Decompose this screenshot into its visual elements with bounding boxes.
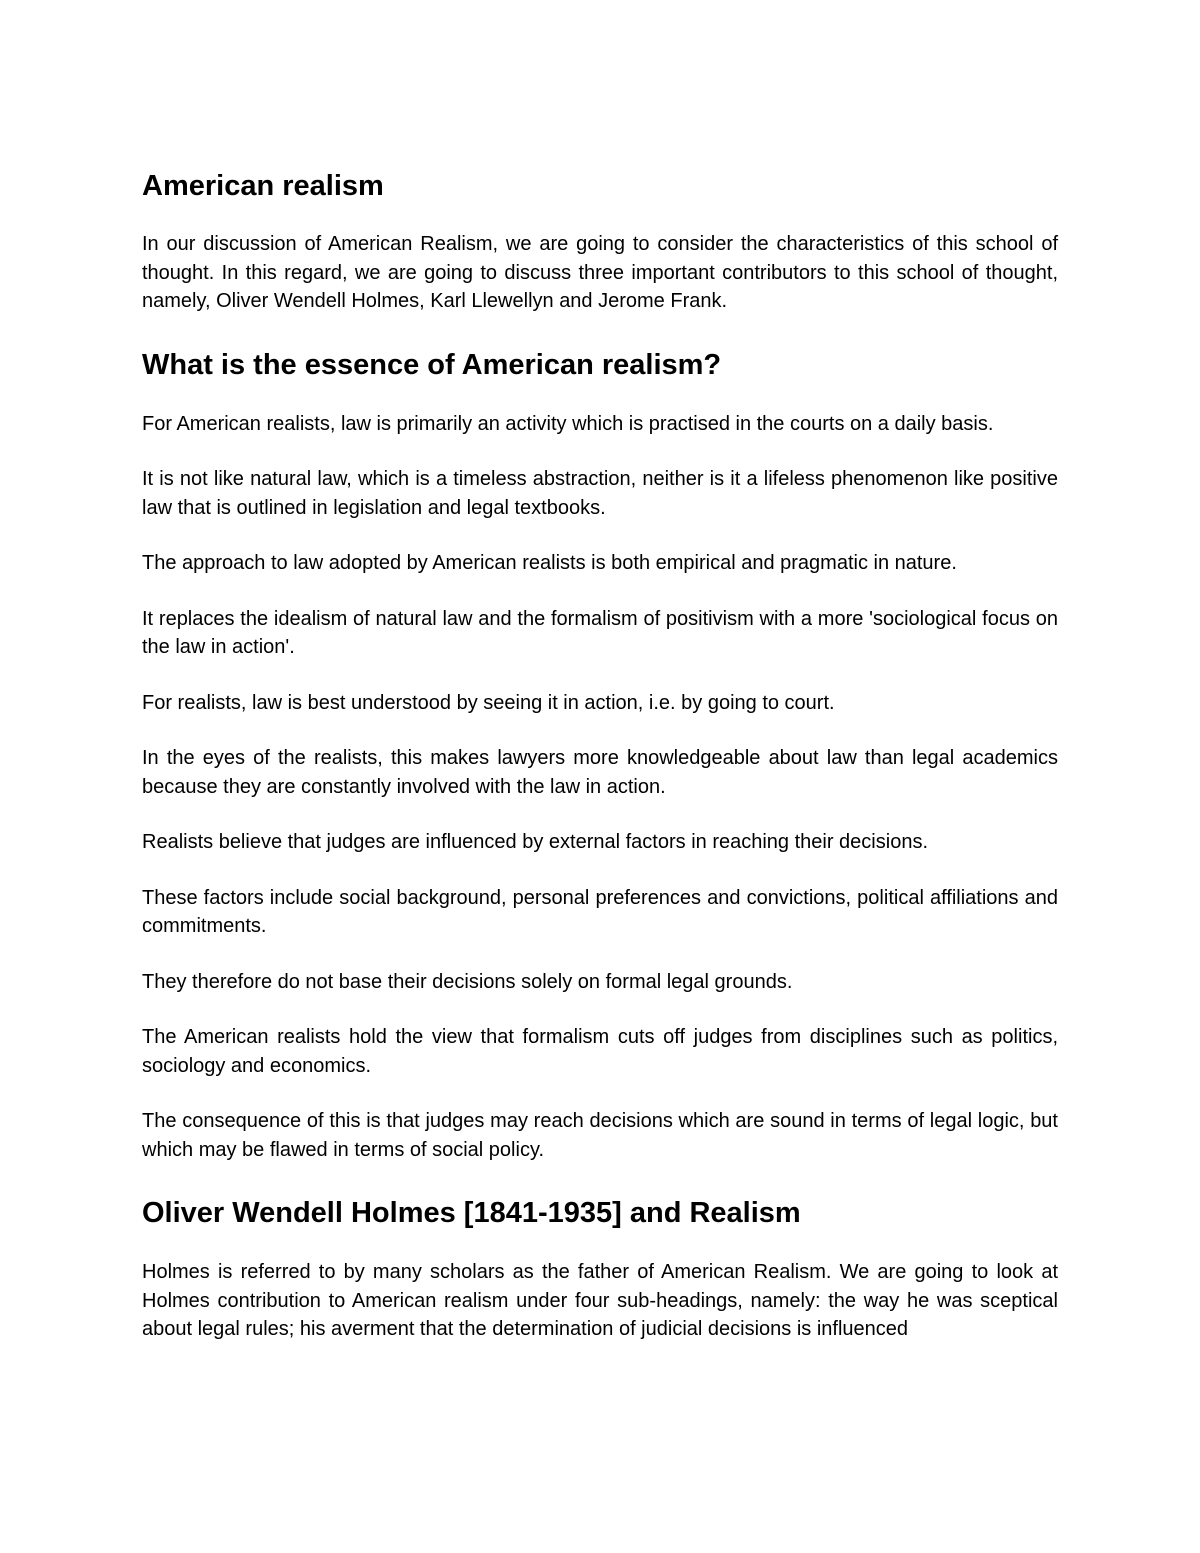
paragraph: It is not like natural law, which is a timeless abstraction, neither is it a lifeless phenomenon like positive law that is outlined in legislation and legal textbooks.	[142, 468, 1058, 519]
paragraph: It replaces the idealism of natural law and the formalism of positivism with a more 'sociological focus on the law in action'.	[142, 607, 1058, 658]
document-body	[142, 166, 1058, 1344]
intro-paragraph: In our discussion of American Realism, we are going to consider the characteristics of this school of thought. In this regard, we are going to discuss three important contributors to this school of thought, namely, Oliver Wendell Holmes, Karl Llewellyn and Jerome Frank.	[142, 233, 1058, 312]
paragraph: Holmes is referred to by many scholars as the father of American Realism. We are going to look at Holmes contribution to American realism under four sub-headings, namely: the way he was sceptical about legal rules; his averment that the determination of judicial decisions is influenced	[142, 1261, 1058, 1340]
paragraph: For American realists, law is primarily an activity which is practised in the courts on a daily basis.	[142, 412, 994, 435]
paragraph: The approach to law adopted by American realists is both empirical and pragmatic in nature.	[142, 552, 957, 574]
document-title: American realism	[142, 170, 384, 202]
paragraph: They therefore do not base their decisions solely on formal legal grounds.	[142, 970, 793, 993]
paragraph: In the eyes of the realists, this makes lawyers more knowledgeable about law than legal academics because they are constantly involved with the law in action.	[142, 747, 1058, 798]
section-heading-essence: What is the essence of American realism?	[142, 348, 722, 381]
paragraph: For realists, law is best understood by seeing it in action, i.e. by going to court.	[142, 691, 835, 714]
section-heading-holmes: Oliver Wendell Holmes [1841-1935] and Realism	[142, 1197, 801, 1229]
paragraph: The consequence of this is that judges may reach decisions which are sound in terms of legal logic, but which may be flawed in terms of social policy.	[142, 1110, 1058, 1161]
paragraph: Realists believe that judges are influenced by external factors in reaching their decisions.	[142, 831, 928, 853]
paragraph: These factors include social background, personal preferences and convictions, political affiliations and commitments.	[142, 886, 1058, 937]
paragraph: The American realists hold the view that formalism cuts off judges from disciplines such as politics, sociology and economics.	[142, 1026, 1058, 1077]
